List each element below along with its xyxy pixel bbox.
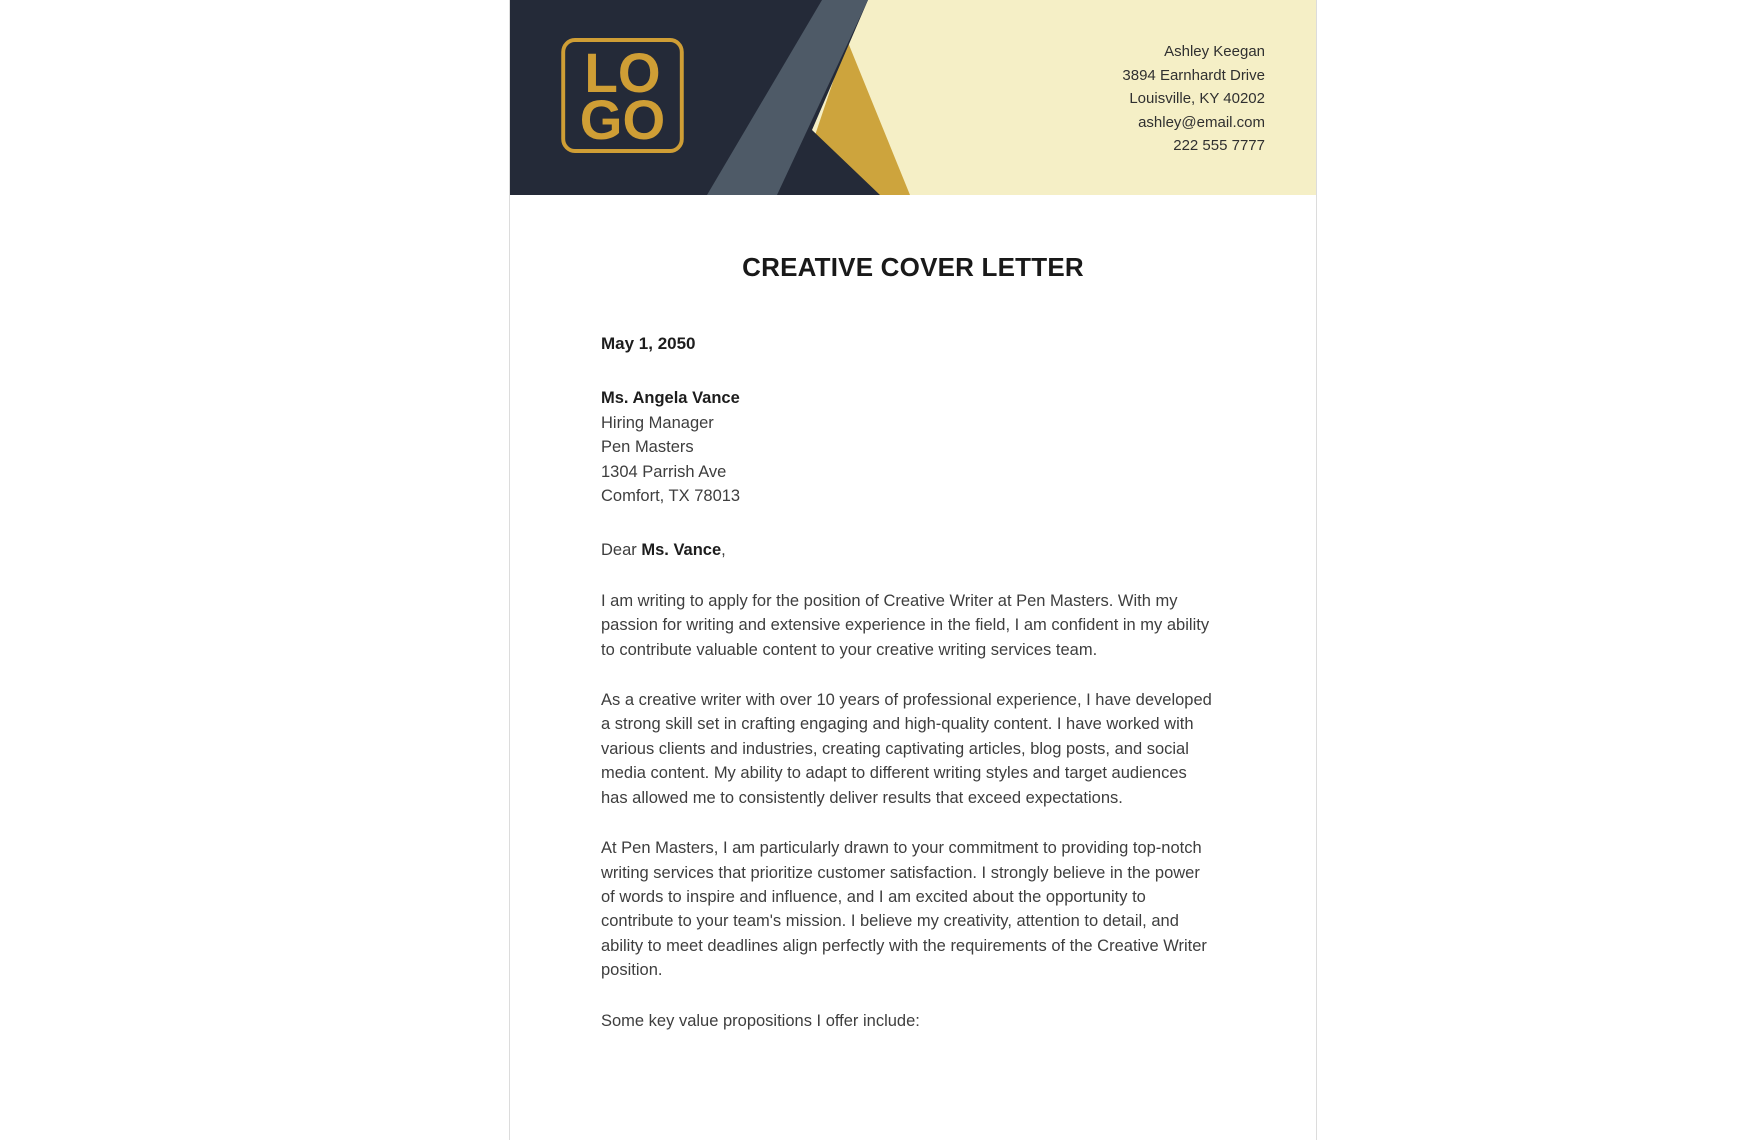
- sender-name: Ashley Keegan: [1164, 43, 1265, 60]
- letter-date: May 1, 2050: [601, 334, 696, 353]
- sender-contact-block: [1122, 40, 1265, 158]
- salutation: [601, 538, 1213, 562]
- paragraph-experience: As a creative writer with over 10 years of professional experience, I have developed a strong skill set in crafting engaging and high-quality content. I have worked with various clients and industries, creating captivating articles, blog posts, and social media content. My ability to adapt to different writing styles and target audiences has allowed me to consistently deliver results that exceed expectations.: [601, 691, 1212, 807]
- logo-line-1: LO: [584, 40, 661, 104]
- salutation-name: Ms. Vance: [641, 541, 722, 560]
- recipient-role: Hiring Manager: [601, 413, 714, 432]
- salutation-suffix: ,: [721, 541, 726, 560]
- logo: [561, 38, 684, 153]
- paragraph-motivation: At Pen Masters, I am particularly drawn to your commitment to providing top-notch writing services that prioritize customer satisfaction. I strongly believe in the power of words to inspire and influence, and I am excited about the opportunity to contribute to your team's mission. I believe my creativity, attention to detail, and ability to meet deadlines align perfectly with the requirements of the Creative Writer position.: [601, 839, 1207, 980]
- recipient-city: Comfort, TX 78013: [601, 487, 741, 506]
- sender-email: ashley@email.com: [1138, 113, 1265, 131]
- sender-street: 3894 Earnhardt Drive: [1122, 66, 1265, 84]
- recipient-company: Pen Masters: [601, 438, 694, 457]
- recipient-name: Ms. Angela Vance: [601, 389, 740, 408]
- value-propositions-lead-in: Some key value propositions I offer include:: [601, 1011, 920, 1030]
- sender-city: Louisville, KY 40202: [1129, 90, 1265, 107]
- letter-title: CREATIVE COVER LETTER: [742, 252, 1084, 282]
- recipient-block: [601, 386, 1213, 508]
- logo-line-2: GO: [579, 87, 666, 151]
- recipient-street: 1304 Parrish Ave: [601, 462, 727, 481]
- letter-body: [601, 332, 1213, 1033]
- salutation-prefix: Dear: [601, 541, 642, 560]
- letterhead: [510, 0, 1316, 195]
- letter-page: [509, 0, 1317, 1140]
- sender-phone: 222 555 7777: [1173, 137, 1265, 154]
- paragraph-intro: I am writing to apply for the position of Creative Writer at Pen Masters. With my passion for writing and extensive experience in the field, I am confident in my ability to contribute valuable content to your creative writing services team.: [601, 591, 1210, 659]
